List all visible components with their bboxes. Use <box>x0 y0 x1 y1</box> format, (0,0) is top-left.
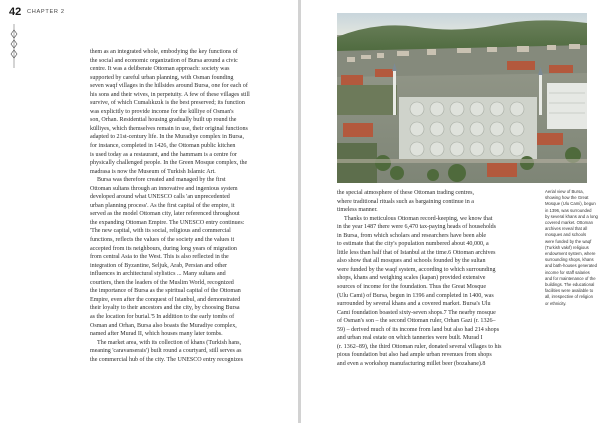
text-line: sources of income for the foundation. Thus the Great Mosque <box>337 284 487 291</box>
caption-line: were funded by the waqf <box>545 238 592 244</box>
text-line: (Ulu Cami) of Bursa, begun in 1396 and completed in 1400, was <box>337 292 494 299</box>
caption-line: Mosque (Ulu Cami), begun <box>545 201 596 207</box>
caption-line: or ethnicity. <box>545 300 567 306</box>
text-line: and even a workshop manufacturing millet beer (bozahane).8 <box>337 360 486 367</box>
text-line: centre. It was a deliberate Ottoman approach: society was <box>90 66 230 73</box>
text-line: of Osman's son – the second Ottoman ruler, Orhan Gazi (r. 1326– <box>337 318 496 325</box>
text-line: surrounded by several khans and a covered market. Bursa's Ulu <box>337 301 491 308</box>
text-line: Cami foundation boasted sixty-seven shops.7 The nearby mosque <box>337 309 496 316</box>
caption-line: archives reveal that all <box>545 226 588 232</box>
text-line: served as the model Ottoman city, later referenced throughout <box>90 211 240 218</box>
caption-line: buildings. The educational <box>545 282 595 288</box>
caption-line: and for maintenance of the <box>545 275 596 281</box>
photo-caption <box>545 189 598 307</box>
caption-line: income for staff salaries <box>545 269 590 275</box>
text-line: was explicitly to provide income for the külliye of Osman's <box>90 108 234 115</box>
text-line: the commercial hub of the city. The UNESCO entry recognizes <box>90 356 243 363</box>
text-line: madrasa is now the Museum of Turkish Islamic Art. <box>90 168 216 175</box>
text-line: meaning 'caravanserais') built round a courtyard, still serves as <box>90 348 242 355</box>
chapter-label: CHAPTER 2 <box>27 9 65 15</box>
caption-line: covered market. Ottoman <box>545 220 593 226</box>
caption-line: by several khans and a long <box>545 213 598 219</box>
text-line: Empire, even after the conquest of Istanbul, and demonstrated <box>90 296 241 303</box>
text-line: little less than half that of Istanbul at the time.6 Ottoman archives <box>337 249 496 256</box>
text-line: pious foundation but also had ample urban revenues from shops <box>337 352 492 359</box>
text-line: where traditional rituals such as bargaining continue in a <box>337 198 474 205</box>
text-line: and urban real estate on which tanneries were built. Murad I <box>337 335 483 342</box>
text-line: in the year 1487 there were 6,470 tax-paying heads of households <box>337 224 497 231</box>
caption-line: in 1396, was surrounded <box>545 207 592 213</box>
caption-line: (Turkish vakıf) religious <box>545 244 589 250</box>
text-line: Bursa was therefore created and managed by the first <box>97 177 226 184</box>
caption-line: showing how the Great <box>545 195 589 201</box>
text-line: named after Murad II, which houses many later tombs. <box>90 331 223 338</box>
text-line: Thanks to meticulous Ottoman record-keeping, we know that <box>344 215 493 222</box>
text-line: were funded by the waqf system, according to which surrounding <box>337 266 496 273</box>
text-line: timeless manner. <box>337 207 378 214</box>
text-line: physically challenged people. In the Green Mosque complex, the <box>90 160 248 167</box>
text-line: 59) – derived much of its income from land but also had 214 shops <box>337 326 500 333</box>
text-line: integration of Byzantine, Seljuk, Arab, Persian and other <box>90 262 228 269</box>
text-line: survive, of which Cumalıkızık is the best preserved; its function <box>90 100 245 107</box>
text-line: courtiers, then the leaders of the Muslim World, recognized <box>90 279 234 286</box>
text-line: for instance, completed in 1426, the Ottoman public kitchen <box>90 143 236 150</box>
text-line: (r. 1362–89), the third Ottoman ruler, donated several villages to his <box>337 343 502 350</box>
text-line: accepted from its neighbours, during long years of migration <box>90 245 237 252</box>
caption-line: endowment system, where <box>545 251 596 257</box>
text-line: Ottoman sultans through an innovative and ingenious system <box>90 185 238 192</box>
text-line: supported by careful urban planning, with Osman founding <box>90 74 234 81</box>
text-line: the social and economic organization of Bursa around a civic <box>90 57 238 64</box>
text-line: Osman and Orhan, Bursa also boasts the Muradiye complex, <box>90 322 237 329</box>
left-page <box>0 0 298 423</box>
text-line: the importance of Bursa as the spiritual capital of the Ottoman <box>90 288 241 295</box>
text-line: them as an integrated whole, embodying the key functions of <box>90 49 238 55</box>
ornament-icon <box>8 24 20 68</box>
text-line: The market area, with its collection of khans (Turkish hans, <box>97 339 242 346</box>
caption-line: mosques and schools <box>545 232 587 238</box>
text-line: külliyes, which themselves remain in use, their original functions <box>90 125 248 132</box>
text-line: also show that all mosques and schools founded by the sultan <box>337 258 486 265</box>
text-line: the special atmosphere of these Ottoman trading centres, <box>337 190 475 196</box>
caption-line: Aerial view of Bursa, <box>545 189 584 194</box>
text-line: the expanding Ottoman Empire. The UNESCO entry continues: <box>90 219 245 226</box>
text-line: adapted to 21st-century life. In the Muradiye complex in Bursa, <box>90 134 244 141</box>
text-line: seven waqf villages in the hillsides around Bursa, one for each of <box>90 83 248 90</box>
page-number: 42 <box>9 6 22 18</box>
text-line: influences in architectural stylistics ... Many sultans and <box>90 271 226 278</box>
caption-line: facilities were available to <box>545 288 594 294</box>
text-line: 'The new capital, with its social, religious and commercial <box>90 228 231 235</box>
text-line: their loyalty to their ancestors and the city, by choosing Bursa <box>90 305 240 312</box>
left-body-text <box>90 48 286 364</box>
text-line: functions, reflects the values of the society and the values it <box>90 237 235 244</box>
text-line: as the location for burial.'5 In addition to the early tombs of <box>90 313 235 320</box>
text-line: in Bursa, from which scholars and researchers have been able <box>337 232 487 239</box>
caption-line: and bath-houses generated <box>545 263 597 269</box>
caption-line: all, irrespective of religion <box>545 294 593 300</box>
right-body-text <box>337 189 535 368</box>
right-page <box>301 0 600 423</box>
text-line: from central Asia to the West. This is also reflected in the <box>90 254 229 261</box>
text-line: son, Orhan. Residential housing gradually built up round the <box>90 117 237 124</box>
text-line: developed around what UNESCO calls 'an unprecedented <box>90 194 230 201</box>
text-line: to estimate that the city's population numbered about 40,000, a <box>337 241 489 248</box>
caption-line: surrounding shops, khans <box>545 257 594 263</box>
aerial-photo-bursa <box>337 13 587 183</box>
text-line: is used today as a restaurant, and the hammam is a centre for <box>90 151 237 158</box>
text-line: his sons and their wives, in perpetuity. A few of these villages still <box>90 91 250 98</box>
text-line: shops, khans and weighing scales (kapan) provided extensive <box>337 275 486 282</box>
text-line: urban planning process'. As the first capital of the empire, it <box>90 202 235 209</box>
